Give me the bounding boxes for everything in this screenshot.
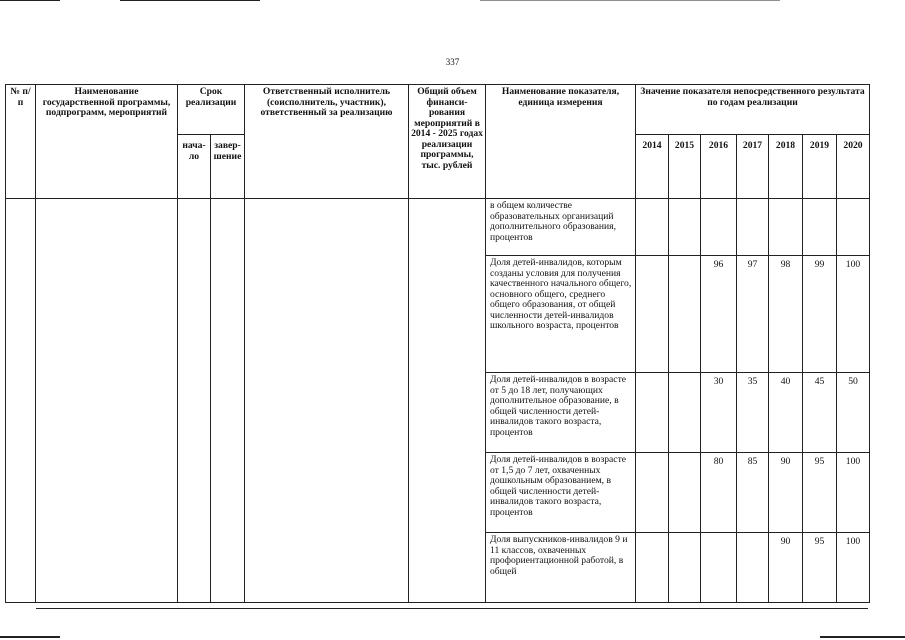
indicator-name: Доля детей-инвалидов в возрасте от 5 до 18 лет, получающих дополнительное образование, в общей численности детей-инвалидов такого возраста, процентов xyxy=(486,373,636,453)
indicator-value xyxy=(737,199,769,256)
indicator-value xyxy=(669,256,701,373)
indicator-value xyxy=(769,199,803,256)
scan-artifact-top-line xyxy=(0,0,60,1)
indicator-value: 95 xyxy=(803,533,837,603)
indicator-name: Доля выпускников-инвалидов 9 и 11 классов, охваченных профориентационной работой, в общей xyxy=(486,533,636,603)
cell-num xyxy=(6,199,36,603)
header-year: 2016 xyxy=(701,135,737,199)
indicator-value xyxy=(636,199,669,256)
header-funding: Общий объем финанси- рования мероприятий в 2014 - 2025 годах реализации программы, тыс. рублей xyxy=(409,85,486,199)
scan-artifact-bottom-line-2 xyxy=(820,636,905,638)
indicator-value: 45 xyxy=(803,373,837,453)
cell-term-end xyxy=(211,199,245,603)
indicator-name: Доля детей-инвалидов, которым созданы условия для получения качественного начального общего, основного общего, среднего общего образования, от общей численности детей-инвалидов школьного возраста, процентов xyxy=(486,256,636,373)
indicator-value: 100 xyxy=(837,256,870,373)
table-row xyxy=(6,199,870,256)
scan-artifact-top-line-2 xyxy=(120,0,260,1)
header-values-group: Значение показателя непосредственного результата по годам реализации xyxy=(636,85,870,135)
header-term: Срок реализации xyxy=(178,85,245,135)
indicator-value: 40 xyxy=(769,373,803,453)
indicator-value: 30 xyxy=(701,373,737,453)
header-term-end: завер- шение xyxy=(211,135,245,199)
indicator-value: 96 xyxy=(701,256,737,373)
indicator-value xyxy=(669,373,701,453)
cell-term-start xyxy=(178,199,211,603)
indicator-value xyxy=(636,256,669,373)
header-executor: Ответственный исполнитель (соисполнитель, участник), ответственный за реализацию xyxy=(245,85,409,199)
header-indicator: Наименование показателя, единица измерения xyxy=(486,85,636,199)
indicator-value: 85 xyxy=(737,453,769,533)
header-year: 2015 xyxy=(669,135,701,199)
header-year: 2018 xyxy=(769,135,803,199)
indicator-name: в общем количестве образовательных организаций дополнительного образования, процентов xyxy=(486,199,636,256)
indicator-value: 50 xyxy=(837,373,870,453)
page-number: 337 xyxy=(445,57,460,67)
indicator-name: Доля детей-инвалидов в возрасте от 1,5 до 7 лет, охваченных дошкольным образованием, в общей численности детей-инвалидов такого возраста, процентов xyxy=(486,453,636,533)
indicator-value: 35 xyxy=(737,373,769,453)
table-bottom-rule xyxy=(36,608,868,609)
indicator-value: 99 xyxy=(803,256,837,373)
indicator-value xyxy=(636,453,669,533)
header-num: № п/п xyxy=(6,85,36,199)
header-year: 2017 xyxy=(737,135,769,199)
indicator-value xyxy=(669,533,701,603)
indicator-value: 98 xyxy=(769,256,803,373)
indicator-value: 80 xyxy=(701,453,737,533)
indicator-value: 90 xyxy=(769,533,803,603)
indicator-value xyxy=(669,453,701,533)
scan-artifact-top-line-3 xyxy=(480,0,780,1)
indicator-value xyxy=(837,199,870,256)
indicator-value xyxy=(636,533,669,603)
indicator-value xyxy=(636,373,669,453)
header-program: Наименование государственной программы, подпрограмм, мероприятий xyxy=(36,85,178,199)
indicator-value: 95 xyxy=(803,453,837,533)
cell-funding xyxy=(409,199,486,603)
indicator-value xyxy=(701,199,737,256)
indicator-value xyxy=(669,199,701,256)
header-year: 2019 xyxy=(803,135,837,199)
indicator-value: 100 xyxy=(837,533,870,603)
indicators-table xyxy=(5,84,870,603)
header-year: 2014 xyxy=(636,135,669,199)
cell-program xyxy=(36,199,178,603)
indicator-value: 90 xyxy=(769,453,803,533)
indicator-value: 97 xyxy=(737,256,769,373)
header-term-start: нача- ло xyxy=(178,135,211,199)
cell-executor xyxy=(245,199,409,603)
scan-artifact-bottom-line xyxy=(0,636,60,638)
indicator-value xyxy=(737,533,769,603)
indicator-value: 100 xyxy=(837,453,870,533)
header-year: 2020 xyxy=(837,135,870,199)
indicator-value xyxy=(701,533,737,603)
indicator-value xyxy=(803,199,837,256)
